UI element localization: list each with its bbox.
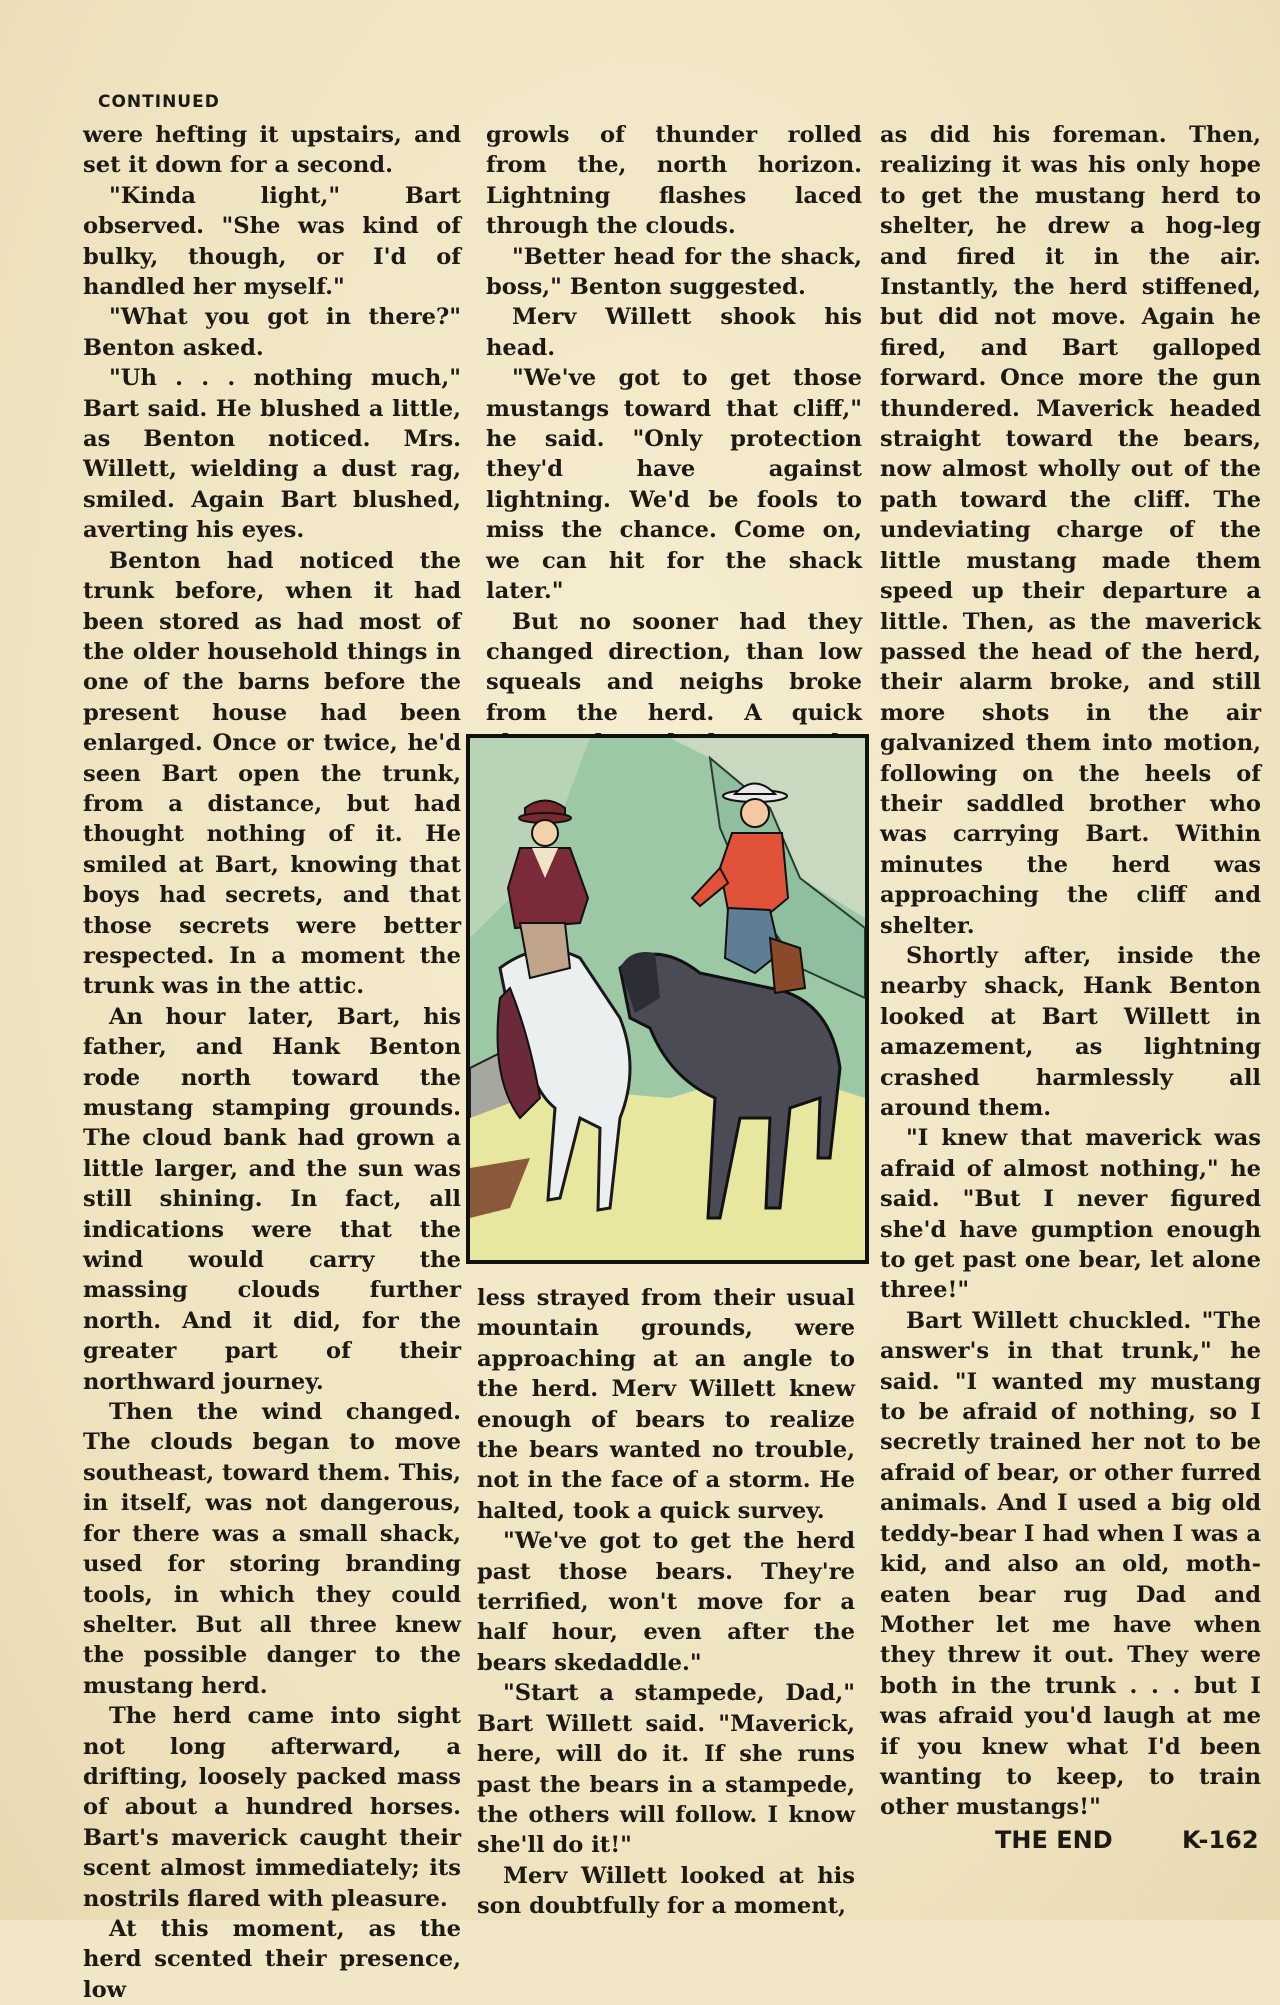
paragraph: But no sooner had they changed direction, than low squeals and neighs broke from the herd. A quick bbox=[486, 608, 862, 726]
illustration-two-riders bbox=[466, 734, 869, 1264]
paragraph: "Better head for the shack, boss," Benton suggested. bbox=[486, 243, 862, 301]
paragraph: growls of thunder rolled from the, north horizon. Lightning flashes laced through the clouds. bbox=[486, 122, 862, 240]
paragraph: were hefting it upstairs, and set it down for a second. bbox=[83, 122, 461, 179]
paragraph: "We've got to get the herd past those bears. They're terrified, won't move for a half hour, even after the bears skedaddle." bbox=[477, 1528, 855, 1676]
the-end-label: THE END bbox=[995, 1826, 1113, 1854]
paragraph: "Start a stampede, Dad," Bart Willett said. "Maverick, here, will do it. If she runs past the bears in a stampede, the others will follow. I know she'll do it!" bbox=[477, 1680, 855, 1859]
paragraph: Merv Willett shook his head. bbox=[486, 304, 862, 361]
text-column-2-bottom bbox=[477, 1283, 855, 1922]
paragraph: "What you got in there?" Benton asked. bbox=[83, 304, 461, 361]
paragraph: Bart Willett chuckled. "The answer's in that trunk," he said. "I wanted my mustang to be afraid of nothing, so I secretly trained her not to be afraid of bear, or other furred animals. And I used a big old teddy-bear I had when I was a kid, and also an old, moth-eaten bear rug Dad and Mother let me have when they threw it out. They were both in the trunk . . . but I was afraid you'd laugh at me if you knew what I'd been wanting to keep, to train other mustangs!" bbox=[880, 1307, 1261, 1821]
continued-header: CONTINUED bbox=[98, 92, 220, 112]
paragraph: At this moment, as the herd scented their presence, low bbox=[83, 1915, 461, 2003]
paragraph: "Kinda light," Bart observed. "She was kind of bulky, though, or I'd of handled her myself." bbox=[83, 182, 461, 301]
paragraph: The herd came into sight not long afterward, a drifting, loosely packed mass of about a hundred horses. Bart's maverick caught their scent almost immediately; its nostrils flared with pleasure. bbox=[83, 1703, 461, 1912]
text-column-1 bbox=[83, 120, 461, 2005]
text-column-2-top bbox=[486, 120, 862, 819]
paragraph: "I knew that maverick was afraid of almost nothing," he said. "But I never figured she'd have gumption enough to get past one bear, let alone three!" bbox=[880, 1125, 1261, 1304]
paragraph: "Uh . . . nothing much," Bart said. He blushed a little, as Benton noticed. Mrs. Willett, wielding a dust rag, smiled. Again Bart blushed, averting his eyes. bbox=[83, 365, 461, 544]
paragraph: Then the wind changed. The clouds began to move southeast, toward them. This, in itself, was not dangerous, for there was a small shack, used for storing branding tools, in which they could shelter. But all three knew the possible danger to the mustang herd. bbox=[83, 1399, 461, 1699]
paragraph: "We've got to get those mustangs toward that cliff," he said. "Only protection they'd have against lightning. We'd be fools to miss the chance. Come on, we can hit for the shack later." bbox=[486, 365, 862, 605]
paragraph: Merv Willett looked at his son doubtfully for a moment, bbox=[477, 1862, 855, 1920]
story-code: K-162 bbox=[1182, 1826, 1259, 1854]
text-column-3 bbox=[880, 120, 1261, 1823]
paragraph: as did his foreman. Then, realizing it was his only hope to get the mustang herd to shelter, he drew a hog-leg and fired it in the air. Instantly, the herd stiffened, but did not move. Again he fired, and Bart galloped forward. Once more the gun thundered. Maverick headed straight toward the bears, now almost wholly out of the path toward the cliff. The undeviating charge of the little mustang made them speed up their departure a little. Then, as the maverick passed the head of the herd, their alarm broke, and still more shots in the air galvanized them into motion, following on the heels of their saddled brother who was carrying Bart. Within minutes the herd was approaching the cliff and shelter. bbox=[880, 122, 1261, 939]
paragraph: An hour later, Bart, his father, and Hank Benton rode north toward the mustang stamping grounds. The cloud bank had grown a little larger, and the sun was still shining. In fact, all indications were that the wind would carry the massing clouds further north. And it did, for the greater part of their northward journey. bbox=[83, 1003, 461, 1395]
riders-illustration-art bbox=[470, 738, 865, 1260]
paragraph: Shortly after, inside the nearby shack, Hank Benton looked at Bart Willett in amazement, as lightning crashed harmlessly all around them. bbox=[880, 942, 1261, 1121]
paragraph: less strayed from their usual mountain grounds, were approaching at an angle to the herd. Merv Willett knew enough of bears to realize the bears wanted no trouble, not in the face of a storm. He halted, took a quick survey. bbox=[477, 1285, 855, 1524]
paragraph: Benton had noticed the trunk before, when it had been stored as had most of the older household things in one of the barns before the present house had been enlarged. Once or twice, he'd seen Bart open the trunk, from a distance, but had thought nothing of it. He smiled at Bart, knowing that boys had secrets, and that those secrets were better respected. In a moment the trunk was in the attic. bbox=[83, 547, 461, 1000]
